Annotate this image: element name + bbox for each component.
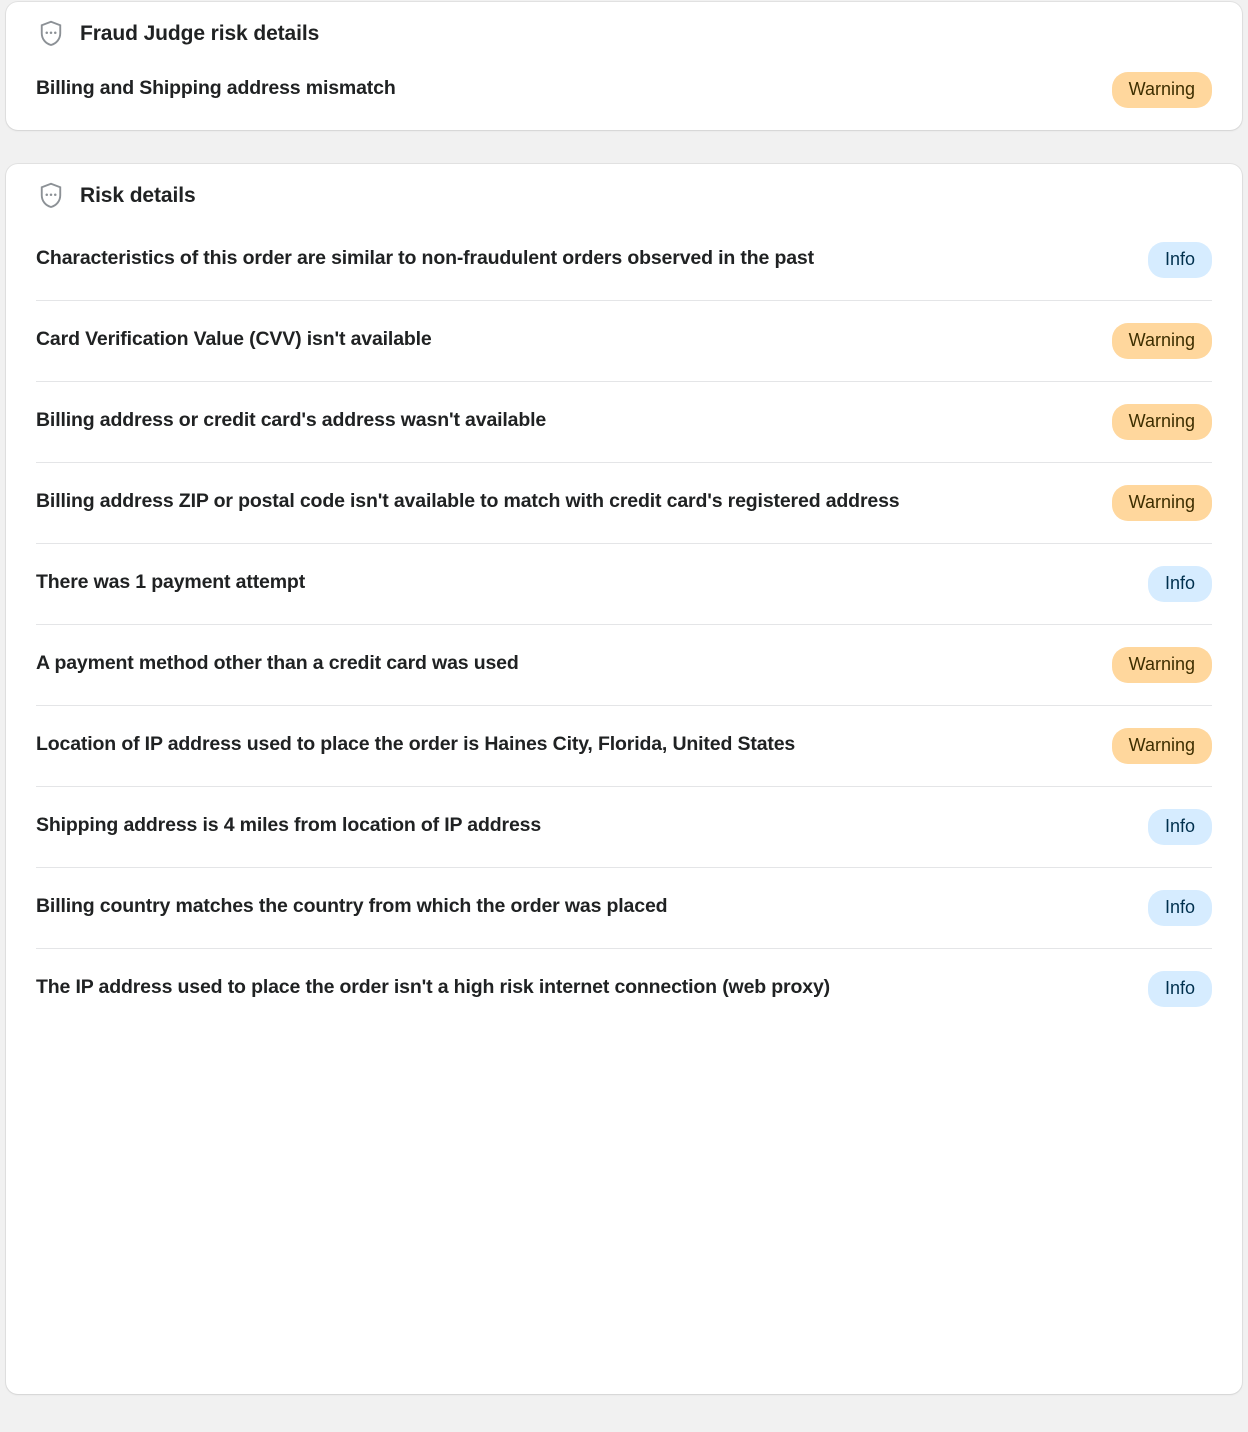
fraud-judge-risk-details-card xyxy=(6,2,1242,130)
risk-row-label: Location of IP address used to place the order is Haines City, Florida, United States xyxy=(36,733,796,755)
table-row xyxy=(36,300,1212,381)
status-badge: Info xyxy=(1148,890,1212,926)
table-row xyxy=(36,867,1212,948)
table-row xyxy=(36,624,1212,705)
risk-details-page xyxy=(0,2,1248,1394)
risk-row-label: Billing and Shipping address mismatch xyxy=(36,77,396,99)
status-badge: Warning xyxy=(1112,647,1212,683)
status-badge: Warning xyxy=(1112,323,1212,359)
card-header xyxy=(36,164,1212,220)
table-row xyxy=(36,58,1212,130)
risk-row-label: Card Verification Value (CVV) isn't available xyxy=(36,328,432,350)
table-row xyxy=(36,543,1212,624)
risk-row-label: Shipping address is 4 miles from location of IP address xyxy=(36,814,542,836)
shield-icon xyxy=(36,18,66,50)
status-badge: Warning xyxy=(1112,728,1212,764)
risk-row-label: Billing country matches the country from which the order was placed xyxy=(36,895,668,917)
table-row xyxy=(36,705,1212,786)
shield-icon xyxy=(36,180,66,212)
table-row xyxy=(36,786,1212,867)
risk-row-label: There was 1 payment attempt xyxy=(36,571,306,593)
risk-details-card xyxy=(6,164,1242,1394)
risk-row-label: Billing address or credit card's address wasn't available xyxy=(36,409,547,431)
page-title: Fraud Judge risk details xyxy=(80,22,320,45)
table-row xyxy=(36,220,1212,300)
risk-row-label: Characteristics of this order are similar to non-fraudulent orders observed in the past xyxy=(36,247,814,269)
risk-row-label: A payment method other than a credit card was used xyxy=(36,652,519,674)
table-row xyxy=(36,948,1212,1029)
status-badge: Info xyxy=(1148,242,1212,278)
status-badge: Info xyxy=(1148,809,1212,845)
status-badge: Warning xyxy=(1112,404,1212,440)
card-header xyxy=(36,2,1212,58)
table-row xyxy=(36,462,1212,543)
status-badge: Warning xyxy=(1112,72,1212,108)
status-badge: Info xyxy=(1148,566,1212,602)
risk-row-label: Billing address ZIP or postal code isn't available to match with credit card's registered address xyxy=(36,490,900,512)
status-badge: Info xyxy=(1148,971,1212,1007)
section-title: Risk details xyxy=(80,184,196,207)
risk-row-label: The IP address used to place the order isn't a high risk internet connection (web proxy) xyxy=(36,976,830,998)
status-badge: Warning xyxy=(1112,485,1212,521)
table-row xyxy=(36,381,1212,462)
